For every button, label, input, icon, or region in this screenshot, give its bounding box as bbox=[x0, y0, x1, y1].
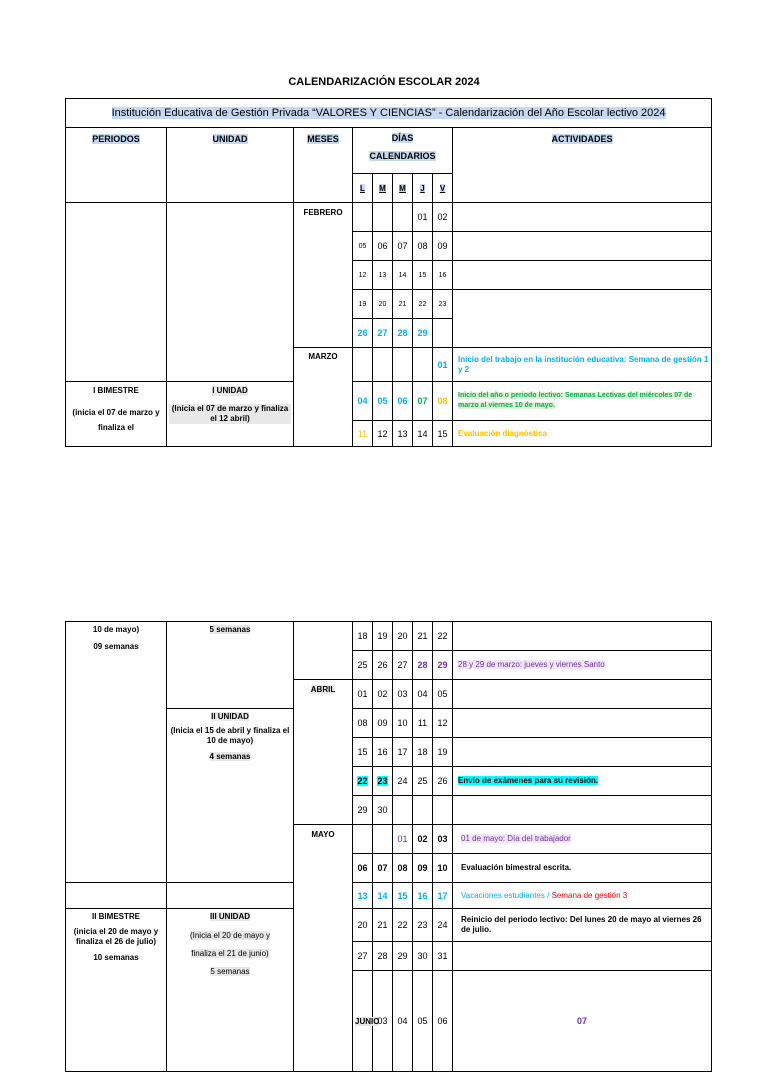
day-cell bbox=[353, 825, 373, 854]
day-cell: 06 bbox=[433, 971, 453, 1072]
day-letter-v: V bbox=[433, 174, 453, 203]
activity-cell bbox=[453, 680, 712, 709]
bimestre-1-title: I BIMESTRE bbox=[93, 386, 139, 395]
day-cell: 18 bbox=[353, 622, 373, 651]
day-cell: 10 bbox=[433, 854, 453, 883]
day-cell bbox=[393, 348, 413, 382]
day-cell: 20 bbox=[393, 622, 413, 651]
day-cell: 16 bbox=[373, 738, 393, 767]
header-actividades: ACTIVIDADES bbox=[453, 128, 712, 203]
day-cell: 29 bbox=[393, 942, 413, 971]
day-cell: 19 bbox=[353, 290, 373, 319]
day-cell: 14 bbox=[373, 883, 393, 909]
unidad-2-title: II UNIDAD bbox=[211, 712, 249, 721]
activity-envio-examenes: Envío de exámenes para su revisión. bbox=[453, 767, 712, 796]
header-unidad: UNIDAD bbox=[167, 128, 294, 203]
month-mayo: MAYO bbox=[294, 825, 353, 1072]
day-cell: 24 bbox=[433, 909, 453, 942]
day-cell: 04 bbox=[413, 680, 433, 709]
day-cell: 25 bbox=[413, 767, 433, 796]
bimestre-2-desc: (inicia el 20 de mayo y finaliza el 26 de julio) bbox=[73, 927, 159, 946]
month-marzo-cont bbox=[294, 622, 353, 680]
day-cell: 18 bbox=[413, 738, 433, 767]
day-cell: 07 bbox=[373, 854, 393, 883]
day-cell: 21 bbox=[373, 909, 393, 942]
day-cell: 03 bbox=[373, 971, 393, 1072]
activity-reinicio: Reinicio del periodo lectivo: Del lunes 20 de mayo al viernes 26 de julio. bbox=[453, 909, 712, 942]
day-cell: 22 bbox=[393, 909, 413, 942]
day-cell: 01 bbox=[433, 348, 453, 382]
day-cell: 27 bbox=[353, 942, 373, 971]
day-letter-m: M bbox=[373, 174, 393, 203]
activity-santo: 28 y 29 de marzo: jueves y viernes Santo bbox=[453, 651, 712, 680]
day-cell: 11 bbox=[353, 421, 373, 447]
day-cell: 28 bbox=[373, 942, 393, 971]
day-cell: 30 bbox=[373, 796, 393, 825]
day-cell: 13 bbox=[393, 421, 413, 447]
day-cell: 21 bbox=[413, 622, 433, 651]
day-cell: 29 bbox=[433, 651, 453, 680]
table-row bbox=[66, 622, 712, 651]
calendar-table-page-2 bbox=[65, 621, 712, 1072]
day-cell: 09 bbox=[413, 854, 433, 883]
day-cell: 15 bbox=[393, 883, 413, 909]
periodo-cell bbox=[66, 883, 167, 909]
day-cell: 07 bbox=[413, 382, 433, 421]
day-cell: 15 bbox=[433, 421, 453, 447]
day-cell: 09 bbox=[433, 232, 453, 261]
table-row bbox=[66, 203, 712, 232]
day-cell: 23 bbox=[373, 767, 393, 796]
day-cell: 17 bbox=[393, 738, 413, 767]
day-cell: 28 bbox=[393, 319, 413, 348]
bimestre-2-weeks: 10 semanas bbox=[93, 953, 139, 962]
unidad-3-title: III UNIDAD bbox=[210, 912, 250, 921]
day-cell: 24 bbox=[393, 767, 413, 796]
day-cell: 29 bbox=[353, 796, 373, 825]
unidad-3-weeks: 5 semanas bbox=[210, 967, 250, 976]
day-cell: 10 bbox=[393, 709, 413, 738]
day-cell: 22 bbox=[353, 767, 373, 796]
header-meses: MESES bbox=[294, 128, 353, 203]
day-cell: 12 bbox=[353, 261, 373, 290]
day-cell: 08 bbox=[353, 709, 373, 738]
activity-eval-bimestral: Evaluación bimestral escrita. bbox=[453, 854, 712, 883]
document-title: CALENDARIZACIÓN ESCOLAR 2024 bbox=[288, 76, 480, 88]
day-cell: 23 bbox=[413, 909, 433, 942]
day-cell: 02 bbox=[413, 825, 433, 854]
day-cell bbox=[393, 203, 413, 232]
unidad-1-weeks: 5 semanas bbox=[209, 625, 251, 634]
day-cell bbox=[413, 348, 433, 382]
day-cell: 15 bbox=[413, 261, 433, 290]
day-cell: 11 bbox=[413, 709, 433, 738]
day-cell: 14 bbox=[413, 421, 433, 447]
activity-cell bbox=[453, 622, 712, 651]
day-cell bbox=[433, 319, 453, 348]
activity-cell bbox=[453, 232, 712, 261]
activity-cell bbox=[453, 738, 712, 767]
unidad-3-desc-2: finaliza el 21 de junio) bbox=[191, 949, 269, 958]
day-cell: 07 bbox=[393, 232, 413, 261]
day-cell: 19 bbox=[433, 738, 453, 767]
day-cell bbox=[353, 203, 373, 232]
activity-vacaciones: Vacaciones estudiantes / Semana de gestión 3 bbox=[453, 883, 712, 909]
day-cell: 26 bbox=[433, 767, 453, 796]
day-cell: 03 bbox=[433, 825, 453, 854]
day-cell bbox=[373, 348, 393, 382]
day-cell: 22 bbox=[433, 622, 453, 651]
month-junio: JUNIO bbox=[353, 971, 373, 1072]
day-cell: 01 bbox=[353, 680, 373, 709]
day-cell: 06 bbox=[393, 382, 413, 421]
day-cell: 04 bbox=[353, 382, 373, 421]
day-cell: 01 bbox=[393, 825, 413, 854]
institution-title: Institución Educativa de Gestión Privada “VALORES Y CIENCIAS” - Calendarización del Año Escolar lectivo 2024 bbox=[111, 107, 666, 119]
unidad-cell bbox=[167, 883, 294, 909]
day-cell: 12 bbox=[373, 421, 393, 447]
day-cell: 05 bbox=[373, 382, 393, 421]
day-cell: 12 bbox=[433, 709, 453, 738]
activity-cell bbox=[453, 261, 712, 290]
bimestre-1-desc: (inicia el 07 de marzo y finaliza el bbox=[72, 408, 160, 432]
day-cell: 16 bbox=[413, 883, 433, 909]
day-cell: 25 bbox=[353, 651, 373, 680]
day-cell: 13 bbox=[353, 883, 373, 909]
table-row bbox=[66, 883, 712, 909]
unidad-cell bbox=[167, 203, 294, 382]
bimestre-1-desc-cont: 10 de mayo) bbox=[92, 625, 140, 634]
day-cell: 08 bbox=[433, 382, 453, 421]
day-cell: 28 bbox=[413, 651, 433, 680]
activity-inicio-lectivo: Inicio del año o periodo lectivo: Semanas Lectivas del miércoles 07 de marzo al viernes 10 de mayo. bbox=[453, 382, 712, 421]
day-cell: 16 bbox=[433, 261, 453, 290]
day-cell: 19 bbox=[373, 622, 393, 651]
day-cell: 02 bbox=[373, 680, 393, 709]
calendar-table-page-1 bbox=[65, 98, 712, 447]
activity-cell bbox=[453, 942, 712, 971]
bimestre-2-cell bbox=[66, 909, 167, 1072]
bimestre-2-title: II BIMESTRE bbox=[91, 912, 140, 921]
day-cell: 06 bbox=[353, 854, 373, 883]
month-febrero: FEBRERO bbox=[294, 203, 353, 348]
day-cell bbox=[373, 203, 393, 232]
periodo-cell bbox=[66, 203, 167, 382]
day-cell: 27 bbox=[373, 319, 393, 348]
unidad-2-weeks: 4 semanas bbox=[209, 752, 251, 761]
unidad-1-cell bbox=[167, 382, 294, 447]
unidad-1-desc: (Inicia el 07 de marzo y finaliza el 12 abril) bbox=[169, 404, 291, 424]
day-cell: 30 bbox=[413, 942, 433, 971]
day-cell: 13 bbox=[373, 261, 393, 290]
day-cell: 05 bbox=[353, 232, 373, 261]
day-cell bbox=[433, 796, 453, 825]
day-cell: 26 bbox=[373, 651, 393, 680]
day-cell: 04 bbox=[393, 971, 413, 1072]
table-row bbox=[66, 382, 712, 421]
day-cell: 02 bbox=[433, 203, 453, 232]
day-cell: 01 bbox=[413, 203, 433, 232]
table-row bbox=[66, 909, 712, 942]
day-cell: 03 bbox=[393, 680, 413, 709]
bimestre-1-cell bbox=[66, 382, 167, 447]
unidad-3-cell bbox=[167, 909, 294, 1072]
day-cell: 07 bbox=[453, 971, 712, 1072]
day-cell: 22 bbox=[413, 290, 433, 319]
month-abril: ABRIL bbox=[294, 680, 353, 825]
header-dias: DÍAS CALENDARIOS bbox=[353, 128, 453, 174]
activity-inicio-trabajo: Inicio del trabajo en la institución educativa: Semana de gestión 1 y 2 bbox=[453, 348, 712, 382]
activity-cell bbox=[453, 203, 712, 232]
day-cell: 08 bbox=[393, 854, 413, 883]
day-cell bbox=[393, 796, 413, 825]
day-cell: 05 bbox=[413, 971, 433, 1072]
day-cell: 05 bbox=[433, 680, 453, 709]
activity-cell bbox=[453, 796, 712, 825]
bimestre-1-weeks: 09 semanas bbox=[93, 642, 139, 651]
day-letter-j: J bbox=[413, 174, 433, 203]
month-marzo: MARZO bbox=[294, 348, 353, 447]
day-cell: 20 bbox=[373, 290, 393, 319]
day-cell: 08 bbox=[413, 232, 433, 261]
day-cell: 14 bbox=[393, 261, 413, 290]
day-cell bbox=[373, 825, 393, 854]
unidad-3-desc-1: (Inicia el 20 de mayo y bbox=[189, 931, 271, 940]
day-cell bbox=[353, 348, 373, 382]
activity-evaluacion-diagnostica: Evaluación diagnóstica bbox=[453, 421, 712, 447]
day-cell: 20 bbox=[353, 909, 373, 942]
day-cell: 26 bbox=[353, 319, 373, 348]
activity-trabajador: 01 de mayo: Día del trabajador bbox=[453, 825, 712, 854]
bimestre-1-cont-cell bbox=[66, 622, 167, 883]
activity-cell bbox=[453, 290, 712, 348]
header-periodos: PERIODOS bbox=[66, 128, 167, 203]
unidad-2-cell bbox=[167, 709, 294, 883]
day-cell: 09 bbox=[373, 709, 393, 738]
day-cell: 27 bbox=[393, 651, 413, 680]
institution-header bbox=[66, 99, 712, 128]
unidad-1-title: I UNIDAD bbox=[212, 386, 248, 395]
day-cell bbox=[413, 796, 433, 825]
day-cell: 29 bbox=[413, 319, 433, 348]
day-letter-m: M bbox=[393, 174, 413, 203]
day-cell: 17 bbox=[433, 883, 453, 909]
day-cell: 23 bbox=[433, 290, 453, 319]
day-cell: 31 bbox=[433, 942, 453, 971]
unidad-2-desc: (Inicia el 15 de abril y finaliza el 10 de mayo) bbox=[170, 726, 290, 745]
day-letter-l: L bbox=[353, 174, 373, 203]
day-cell: 06 bbox=[373, 232, 393, 261]
day-cell: 15 bbox=[353, 738, 373, 767]
day-cell: 21 bbox=[393, 290, 413, 319]
unidad-1-cont-cell bbox=[167, 622, 294, 709]
activity-cell bbox=[453, 709, 712, 738]
